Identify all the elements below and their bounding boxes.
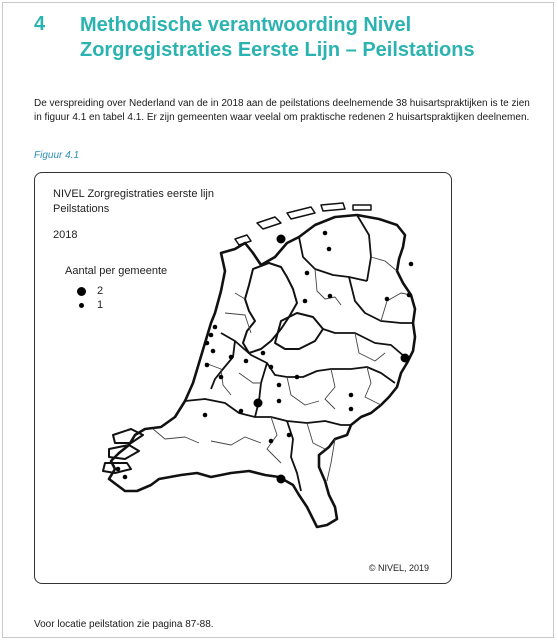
location-dot-large [277, 235, 286, 244]
zeeland-island [109, 445, 139, 459]
municipal-border [381, 293, 411, 321]
intro-paragraph: De verspreiding over Nederland van de in 2018 aan de peilstations deelnemende 38 huisartspraktijken is te zien in figuur 4.1 en tabel 4.1. Er zijn gemeenten waar veelal om praktische redenen 2 huisartspraktijken deelnemen. [34, 98, 530, 123]
location-dot-small [349, 393, 354, 398]
legend-title: Aantal per gemeente [65, 265, 168, 277]
location-dot-small [203, 413, 208, 418]
location-dot-small [287, 433, 292, 438]
location-dot-large [254, 399, 263, 408]
location-dot-small [239, 409, 244, 414]
dot-small-icon [79, 303, 84, 308]
location-dot-small [244, 359, 249, 364]
municipal-border [315, 269, 341, 305]
province-border [287, 421, 301, 491]
location-dot-small [409, 262, 414, 267]
zeeland-island [113, 429, 143, 443]
copyright: © NIVEL, 2019 [368, 563, 429, 573]
location-dot-small [205, 363, 210, 368]
municipal-border [235, 293, 245, 299]
municipal-border [307, 423, 325, 449]
municipal-border [371, 257, 397, 271]
location-dot-small [269, 439, 274, 444]
netherlands-map [35, 173, 453, 585]
municipal-border [287, 377, 319, 405]
location-dot-small [305, 271, 310, 276]
flevoland [275, 313, 323, 349]
location-dot-large [401, 354, 410, 363]
location-dot-small [116, 467, 121, 472]
map-figure [34, 172, 452, 584]
municipal-border [355, 333, 385, 361]
municipal-border [325, 369, 335, 409]
municipal-border [153, 429, 199, 443]
chapter-number: 4 [34, 13, 46, 35]
province-border [255, 363, 267, 417]
legend-label: 2 [97, 285, 104, 297]
chapter-title: Methodische verantwoording Nivel Zorgregistraties Eerste Lijn – Peilstations [80, 14, 475, 61]
wadden-island [257, 217, 281, 229]
country-outline [109, 215, 415, 527]
province-border [323, 329, 405, 357]
location-dot-small [123, 475, 128, 480]
location-dot-small [328, 294, 333, 299]
municipal-border [211, 437, 261, 445]
municipal-border [205, 363, 231, 395]
map-year: 2018 [53, 229, 78, 241]
location-dot-small [205, 341, 210, 346]
province-border [299, 237, 367, 281]
legend-item-2 [75, 285, 103, 297]
province-border [357, 215, 371, 281]
location-dot-small [209, 333, 214, 338]
location-dot-small [269, 365, 274, 370]
wadden-island [321, 203, 345, 211]
legend-item-1 [75, 299, 103, 311]
location-dot-small [349, 407, 354, 412]
municipal-border [239, 373, 261, 383]
location-dot-small [277, 383, 282, 388]
figure-caption: Figuur 4.1 [34, 150, 80, 161]
location-dot-small [407, 293, 412, 298]
location-dot-small [295, 375, 300, 380]
footer-note: Voor locatie peilstation zie pagina 87-88. [34, 619, 214, 630]
province-border [185, 399, 351, 425]
wadden-island [287, 207, 315, 219]
location-dot-small [303, 299, 308, 304]
location-dot-small [229, 355, 234, 360]
location-dot-small [219, 375, 224, 380]
location-dot-small [261, 351, 266, 356]
map-title: NIVEL Zorgregistraties eerste lijn Peilstations [53, 188, 214, 215]
location-dot-large [277, 475, 286, 484]
location-dot-small [277, 399, 282, 404]
location-dot-small [327, 247, 332, 252]
location-dot-small [211, 349, 216, 354]
location-dot-small [385, 297, 390, 302]
wadden-island [353, 205, 371, 210]
location-dot-small [213, 325, 218, 330]
legend-label: 1 [97, 299, 104, 311]
dot-large-icon [77, 287, 86, 296]
location-dot-small [323, 231, 328, 236]
ijsselmeer [243, 263, 297, 353]
